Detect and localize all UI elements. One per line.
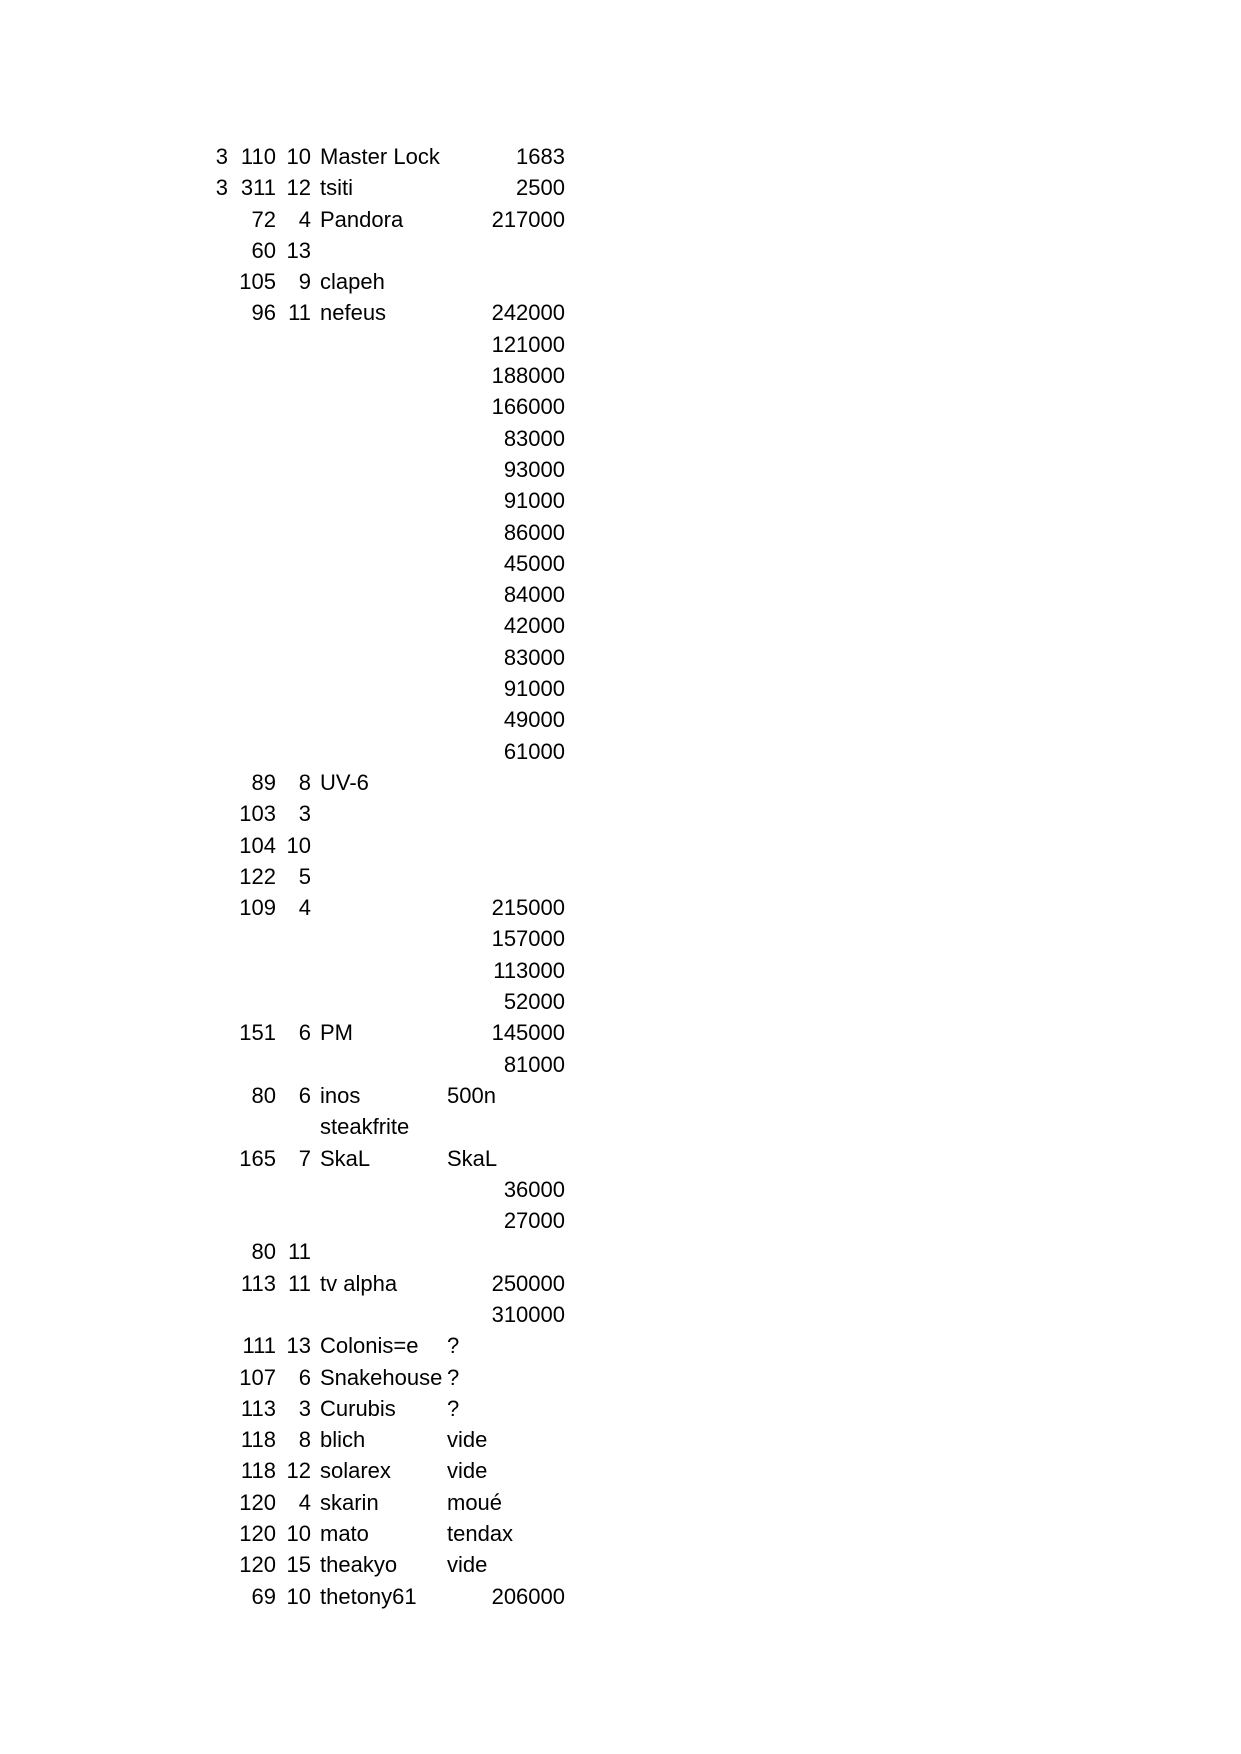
- table-row: [188, 1393, 565, 1424]
- table-row: [188, 736, 565, 767]
- table-row: [188, 579, 565, 610]
- table-row: [188, 892, 565, 923]
- table-row: [188, 923, 565, 954]
- table-cell: 83000: [503, 644, 565, 670]
- table-cell: 45000: [503, 550, 565, 576]
- table-cell: 11: [288, 1239, 311, 1265]
- table-row: [188, 704, 565, 735]
- table-cell: 49000: [503, 707, 565, 733]
- table-cell: tsiti: [320, 175, 353, 201]
- table-cell: 107: [239, 1364, 276, 1390]
- table-cell: 120: [239, 1552, 276, 1578]
- table-row: [188, 204, 565, 235]
- table-row: [188, 767, 565, 798]
- table-cell: solarex: [320, 1458, 391, 1484]
- table-row: [188, 798, 565, 829]
- table-cell: 105: [239, 269, 276, 295]
- table-cell: 2500: [516, 175, 565, 201]
- table-row: [188, 266, 565, 297]
- table-cell: 93000: [503, 456, 565, 482]
- table-cell: 113: [240, 1270, 276, 1296]
- table-cell: 121000: [491, 331, 565, 357]
- table-cell: 151: [239, 1020, 276, 1046]
- table-cell: 3: [215, 175, 228, 201]
- table-cell: 12: [286, 175, 311, 201]
- table-row: [188, 517, 565, 548]
- table-row: [188, 1455, 565, 1486]
- table-row: [188, 1143, 565, 1174]
- table-cell: ?: [447, 1333, 460, 1359]
- table-row: [188, 1362, 565, 1393]
- table-row: [188, 1236, 565, 1267]
- table-row: [188, 172, 565, 203]
- table-row: [188, 610, 565, 641]
- table-cell: ?: [447, 1395, 460, 1421]
- table-row: [188, 360, 565, 391]
- table-cell: vide: [447, 1552, 488, 1578]
- table-row: [188, 861, 565, 892]
- table-cell: 7: [298, 1145, 311, 1171]
- table-cell: 91000: [503, 676, 565, 702]
- table-cell: 9: [298, 269, 311, 295]
- table-cell: Master Lock: [320, 144, 440, 169]
- table-cell: UV-6: [320, 769, 369, 795]
- table-cell: 15: [286, 1552, 311, 1578]
- table-cell: 113000: [493, 957, 565, 983]
- table-cell: 6: [298, 1020, 311, 1046]
- table-cell: 6: [298, 1364, 311, 1390]
- table-cell: moué: [447, 1489, 503, 1515]
- table-cell: Curubis: [320, 1395, 396, 1421]
- table-cell: nefeus: [320, 300, 387, 326]
- table-cell: SkaL: [447, 1145, 498, 1171]
- table-row: [188, 1174, 565, 1205]
- table-cell: ?: [447, 1364, 460, 1390]
- table-cell: inos: [320, 1082, 361, 1108]
- table-cell: 52000: [503, 989, 565, 1015]
- table-cell: 1683: [516, 144, 565, 169]
- table-row: [188, 548, 565, 579]
- table-cell: 165: [239, 1145, 276, 1171]
- table-cell: 13: [286, 1333, 311, 1359]
- table-cell: 109: [239, 895, 276, 921]
- table-cell: 10: [286, 832, 311, 858]
- table-row: [188, 1205, 565, 1236]
- table-cell: 111: [242, 1333, 276, 1359]
- table-cell: 8: [298, 769, 311, 795]
- table-row: [188, 1424, 565, 1455]
- table-row: [188, 1268, 565, 1299]
- table-cell: 113: [240, 1395, 276, 1421]
- table-cell: 3: [298, 1395, 311, 1421]
- table-cell: 310000: [491, 1301, 565, 1327]
- table-cell: 69: [251, 1583, 276, 1609]
- table-cell: 12: [286, 1458, 311, 1484]
- table-cell: 3: [298, 801, 311, 827]
- table-cell: tendax: [447, 1521, 514, 1547]
- table-row: [188, 1299, 565, 1330]
- table-cell: 118: [240, 1427, 276, 1453]
- table-cell: 4: [298, 206, 311, 232]
- table-cell: tv alpha: [320, 1270, 398, 1296]
- table-cell: 104: [239, 832, 276, 858]
- table-cell: 206000: [491, 1583, 565, 1609]
- table-row: [188, 1581, 565, 1612]
- table-cell: 250000: [491, 1270, 565, 1296]
- table-row: [188, 1017, 565, 1048]
- table-cell: vide: [447, 1458, 488, 1484]
- table-cell: 118: [240, 1458, 276, 1484]
- table-row: [188, 235, 565, 266]
- table-cell: 11: [288, 1270, 311, 1296]
- table-cell: theakyo: [320, 1552, 398, 1578]
- table-cell: 217000: [491, 206, 565, 232]
- table-cell: 81000: [503, 1051, 565, 1077]
- table-cell: clapeh: [320, 269, 385, 295]
- table-cell: PM: [320, 1020, 353, 1046]
- table-cell: 72: [251, 206, 276, 232]
- table-cell: Colonis=e: [320, 1333, 419, 1359]
- table-cell: 13: [286, 237, 311, 263]
- table-cell: 80: [251, 1082, 276, 1108]
- table-cell: 8: [298, 1427, 311, 1453]
- table-cell: mato: [320, 1521, 369, 1547]
- table-cell: 4: [298, 895, 311, 921]
- table-cell: 6: [298, 1082, 311, 1108]
- table-cell: 145000: [491, 1020, 565, 1046]
- table-row: [188, 986, 565, 1017]
- table-cell: 120: [239, 1489, 276, 1515]
- table-cell: thetony61: [320, 1583, 417, 1609]
- table-cell: skarin: [320, 1489, 379, 1515]
- table-cell: 103: [239, 801, 276, 827]
- table-cell: 215000: [491, 895, 565, 921]
- table-cell: vide: [447, 1427, 488, 1453]
- table-cell: 311: [240, 175, 276, 201]
- table-cell: 27000: [503, 1208, 565, 1234]
- table-cell: 122: [239, 863, 276, 889]
- table-row: [188, 673, 565, 704]
- table-row: [188, 423, 565, 454]
- table-cell: 86000: [503, 519, 565, 545]
- table-row: [188, 141, 565, 172]
- table-cell: 110: [240, 144, 276, 169]
- table-cell: 61000: [503, 738, 565, 764]
- table-row: [188, 297, 565, 328]
- table-cell: 3: [215, 144, 228, 169]
- table-cell: blich: [320, 1427, 366, 1453]
- table-cell: 83000: [503, 425, 565, 451]
- table-cell: 89: [251, 769, 276, 795]
- table-row: [188, 1049, 565, 1080]
- table-cell: 91000: [503, 488, 565, 514]
- table-cell: 10: [286, 144, 311, 169]
- table-row: [188, 485, 565, 516]
- table-cell: 10: [286, 1521, 311, 1547]
- table-cell: 188000: [491, 363, 565, 389]
- table-cell: 242000: [491, 300, 565, 326]
- table-cell: 10: [286, 1583, 311, 1609]
- table-row: [188, 1080, 565, 1111]
- table-cell: 5: [298, 863, 311, 889]
- table-row: [188, 391, 565, 422]
- table-cell: 36000: [503, 1176, 565, 1202]
- table-cell: Snakehouse: [320, 1364, 443, 1390]
- table-cell: 157000: [491, 926, 565, 952]
- table-cell: 42000: [503, 613, 565, 639]
- table-cell: 84000: [503, 582, 565, 608]
- table-row: [188, 1518, 565, 1549]
- table-cell: SkaL: [320, 1145, 371, 1171]
- table-row: [188, 454, 565, 485]
- table-row: [188, 830, 565, 861]
- table-cell: 4: [298, 1489, 311, 1515]
- data-table: [188, 141, 565, 1612]
- table-cell: Pandora: [320, 206, 404, 232]
- table-cell: steakfrite: [320, 1114, 410, 1140]
- table-cell: 166000: [491, 394, 565, 420]
- table-row: [188, 642, 565, 673]
- table-cell: 11: [288, 300, 311, 326]
- table-row: [188, 1111, 565, 1142]
- table-cell: 60: [251, 237, 276, 263]
- table-row: [188, 329, 565, 360]
- table-cell: 120: [239, 1521, 276, 1547]
- table-cell: 80: [251, 1239, 276, 1265]
- table-row: [188, 955, 565, 986]
- table-cell: 500n: [447, 1082, 496, 1108]
- table-cell: 96: [251, 300, 276, 326]
- table-row: [188, 1487, 565, 1518]
- table-row: [188, 1549, 565, 1580]
- table-row: [188, 1330, 565, 1361]
